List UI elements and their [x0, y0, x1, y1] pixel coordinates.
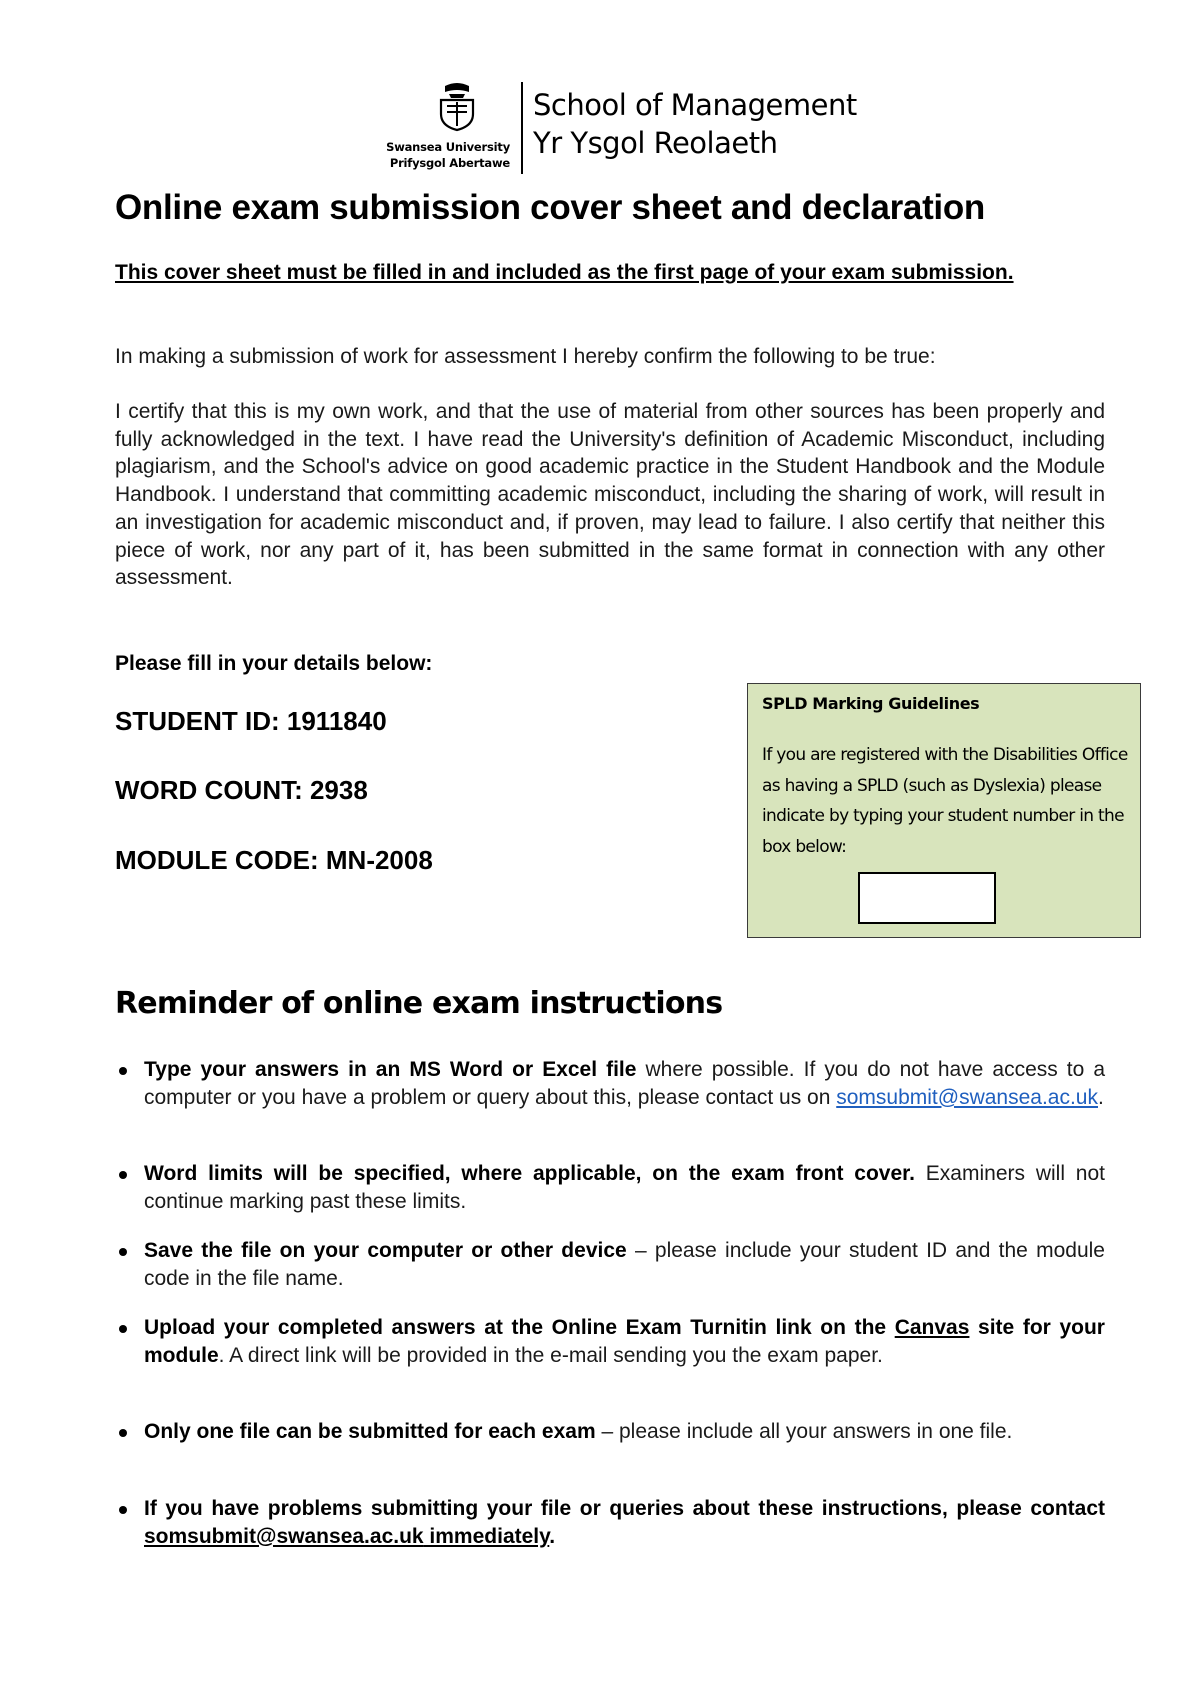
university-name-english: Swansea University: [386, 140, 510, 154]
canvas-link[interactable]: Canvas: [894, 1316, 970, 1339]
header-logo: [385, 78, 885, 178]
bullet-icon: [119, 1429, 127, 1437]
word-count-field: WORD COUNT: 2938: [115, 775, 368, 805]
instructions-heading: Reminder of online exam instructions: [115, 986, 723, 1021]
instruction-bold: site for your module: [144, 1316, 1105, 1367]
declaration-certification: I certify that this is my own work, and that the use of material from other sources has been properly and fully acknowledged in the text. I have read the University's definition of Academic Misconduct, including plagiarism, and the School's advice on good academic practice in the Student Handbook and the Module Handbook. I understand that committing academic misconduct, including the sharing of work, will result in an investigation for academic misconduct and, if proven, may lead to failure. I also certify that neither this piece of work, nor any part of it, has been submitted in the same format in connection with any other assessment.: [115, 400, 1105, 590]
instruction-text: . A direct link will be provided in the e-mail sending you the exam paper.: [218, 1343, 883, 1367]
bullet-icon: [119, 1248, 127, 1256]
university-name-welsh: Prifysgol Abertawe: [389, 156, 510, 170]
bullet-icon: [119, 1171, 127, 1179]
email-link[interactable]: somsubmit@swansea.ac.uk: [836, 1085, 1098, 1109]
cover-sheet-notice: This cover sheet must be filled in and included as the first page of your exam submission.: [115, 261, 1014, 284]
logo-divider: [521, 82, 523, 174]
instruction-bold: Type your answers in an MS Word or Excel file: [144, 1058, 637, 1081]
instruction-end: .: [549, 1524, 556, 1548]
instruction-bold: Word limits will be specified, where applicable, on the exam front cover.: [144, 1162, 915, 1185]
instruction-text: where possible. If you do not have access to a computer or you have a problem or query about this, please contact us on: [144, 1058, 1106, 1109]
instruction-bold: immediately: [423, 1524, 550, 1548]
instruction-bold: If you have problems submitting your file or queries about these instructions, please contact: [144, 1497, 1105, 1520]
student-id-field: STUDENT ID: 1911840: [115, 706, 387, 736]
details-label: Please fill in your details below:: [115, 652, 433, 675]
school-name-english: School of Management: [533, 88, 857, 122]
instruction-bold: Only one file can be submitted for each exam: [144, 1420, 596, 1443]
bullet-icon: [119, 1325, 127, 1333]
spld-title: SPLD Marking Guidelines: [762, 694, 980, 713]
email-link[interactable]: somsubmit@swansea.ac.uk: [144, 1524, 424, 1548]
instruction-bold: Upload your completed answers at the Online Exam Turnitin link on the: [144, 1316, 895, 1339]
spld-student-number-input[interactable]: [858, 872, 996, 924]
instruction-bold: Save the file on your computer or other device: [144, 1239, 627, 1262]
bullet-icon: [119, 1067, 127, 1075]
school-name-welsh: Yr Ysgol Reolaeth: [533, 126, 778, 160]
instruction-text: – please include all your answers in one file.: [595, 1420, 1013, 1443]
spld-instructions: If you are registered with the Disabilities Office as having a SPLD (such as Dyslexia) please indicate by typing your student number in the box below:: [762, 745, 1128, 857]
instruction-text: Examiners will not continue marking past these limits.: [144, 1162, 1105, 1213]
declaration-intro: In making a submission of work for assessment I hereby confirm the following to be true:: [115, 345, 936, 368]
bullet-icon: [119, 1506, 127, 1514]
instruction-text: – please include your student ID and the module code in the file name.: [144, 1239, 1105, 1290]
module-code-field: MODULE CODE: MN-2008: [115, 845, 433, 875]
page-title: Online exam submission cover sheet and declaration: [115, 188, 986, 227]
instruction-end: .: [1098, 1085, 1104, 1109]
university-crest-icon: [435, 82, 479, 132]
spld-guidelines-box: [747, 683, 1141, 938]
